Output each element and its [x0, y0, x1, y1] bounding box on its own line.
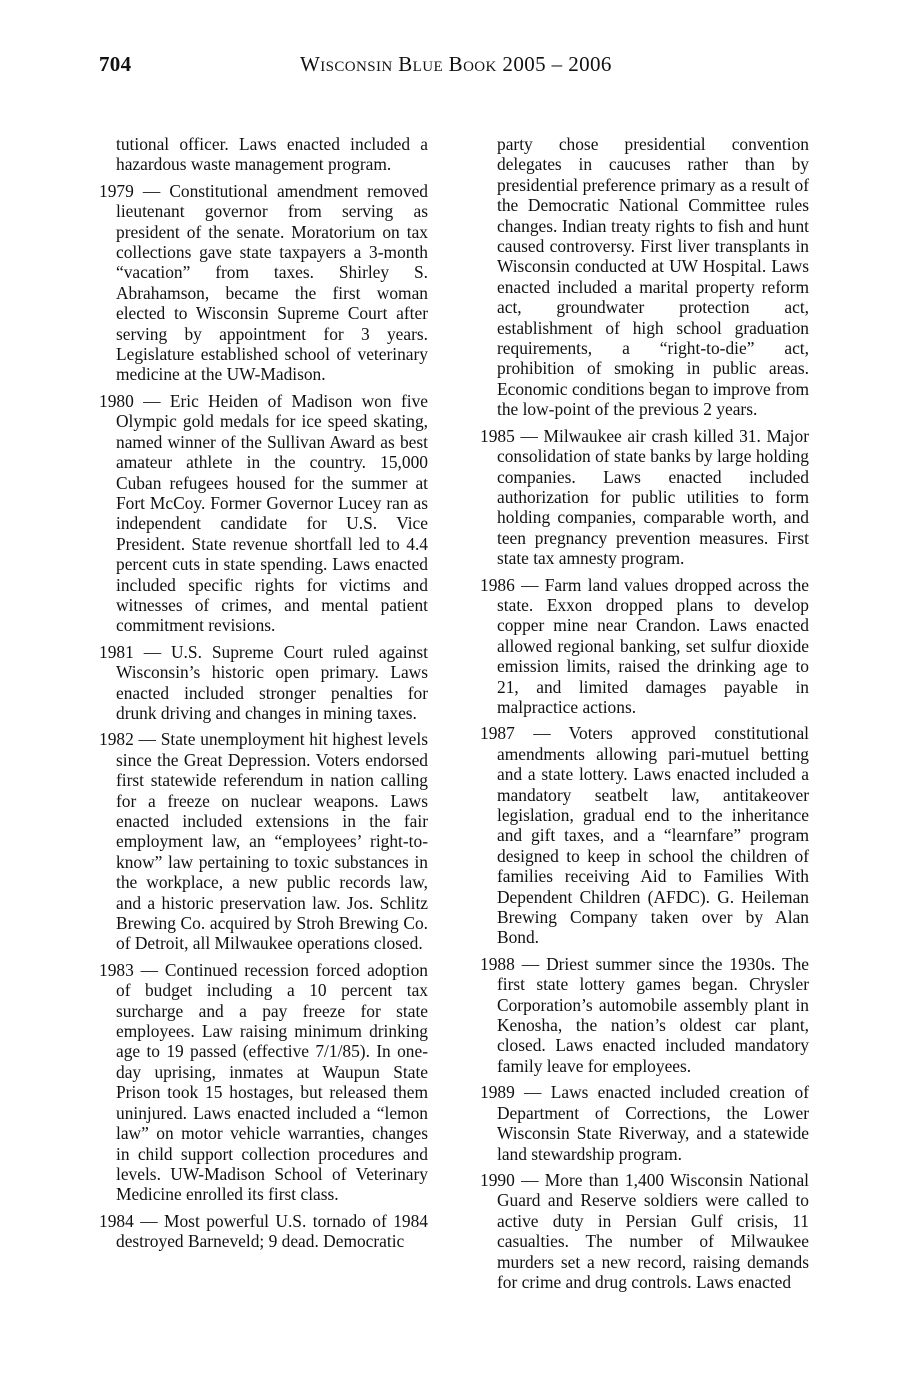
entry-1984: 1984 — Most powerful U.S. tornado of 1984 destroyed Barneveld; 9 dead. Democratic — [99, 1210, 428, 1252]
entry-1990: 1990 — More than 1,400 Wisconsin National Guard and Reserve soldiers were called to active duty in Persian Gulf crisis, 11 casualties. The number of Milwaukee murders set a new record, raising demands for crime and drug controls. Laws enacted — [480, 1169, 809, 1292]
entry-1986: 1986 — Farm land values dropped across the state. Exxon dropped plans to develop copper mine near Crandon. Laws enacted allowed regional banking, set sulfur dioxide emission limits, raised the drinking age to 21, and limited damages payable in malpractice actions. — [480, 574, 809, 717]
entry-1978-continued: tutional officer. Laws enacted included a hazardous waste management program. — [116, 134, 428, 175]
entry-1989: 1989 — Laws enacted included creation of Department of Corrections, the Lower Wisconsin State Riverway, and a statewide land stewardship program. — [480, 1082, 809, 1164]
entry-1984-continued: party chose presidential convention delegates in caucuses rather than by presidential preference primary as a result of the Democratic National Committee rules changes. Indian treaty rights to fish and hunt caused controversy. First liver transplants in Wisconsin conducted at UW Hospital. Laws enacted included a marital property reform act, groundwater protection act, establishment of high school graduation requirements, a “right-to-die” act, prohibition of smoking in public areas. Economic conditions began to improve from the low-point of the previous 2 years. — [497, 134, 809, 420]
running-title: Wisconsin Blue Book 2005 – 2006 — [300, 52, 612, 76]
right-column — [480, 134, 809, 1298]
entry-1979: 1979 — Constitutional amendment removed lieutenant governor from serving as president of the senate. Moratorium on tax collections gave state taxpayers a 3-month “vacation” from taxes. Shirley S. Abrahamson, became the first woman elected to Wisconsin Supreme Court after serving by appointment for 3 years. Legislature established school of veterinary medicine at the UW-Madison. — [99, 180, 428, 385]
entry-1988: 1988 — Driest summer since the 1930s. The first state lottery games began. Chrysler Corporation’s automobile assembly plant in Kenosha, the nation’s oldest car plant, closed. Laws enacted included mandatory family leave for employees. — [480, 953, 809, 1076]
entry-1981: 1981 — U.S. Supreme Court ruled against Wisconsin’s historic open primary. Laws enacted included stronger penalties for drunk driving and changes in mining taxes. — [99, 641, 428, 723]
entry-1987: 1987 — Voters approved constitutional amendments allowing pari-mutuel betting and a state lottery. Laws enacted included a mandatory seatbelt law, antitakeover legislation, gradual end to the inheritance and gift taxes, and a “learnfare” program designed to keep in school the children of families receiving Aid to Families With Dependent Children (AFDC). G. Heileman Brewing Company taken over by Alan Bond. — [480, 723, 809, 948]
entry-1985: 1985 — Milwaukee air crash killed 31. Major consolidation of state banks by large holding companies. Laws enacted included authorization for public utilities to form holding companies, comparable worth, and teen pregnancy prevention measures. First state tax amnesty program. — [480, 425, 809, 569]
entry-1980: 1980 — Eric Heiden of Madison won five Olympic gold medals for ice speed skating, named winner of the Sullivan Award as best amateur athlete in the country. 15,000 Cuban refugees housed for the summer at Fort McCoy. Former Governor Lucey ran as independent candidate for U.S. Vice President. State revenue shortfall led to 4.4 percent cuts in state spending. Laws enacted included specific rights for victims and witnesses of crimes, and mental patient commitment revisions. — [99, 390, 428, 636]
left-column — [99, 134, 428, 1258]
entry-1983: 1983 — Continued recession forced adoption of budget including a 10 percent tax surcharge and a pay freeze for state employees. Law raising minimum drinking age to 19 passed (effective 7/1/85). In one-day uprising, inmates at Waupun State Prison took 15 hostages, but released them uninjured. Laws enacted included a “lemon law” on motor vehicle warranties, changes in child support collection procedures and levels. UW-Madison School of Veterinary Medicine enrolled its first class. — [99, 959, 428, 1205]
entry-1982: 1982 — State unemployment hit highest levels since the Great Depression. Voters endorsed first statewide referendum in nation calling for a freeze on nuclear weapons. Laws enacted included extensions in the fair employment law, an “employees’ right-to-know” law pertaining to toxic substances in the workplace, a new public records law, and a historic preservation law. Jos. Schlitz Brewing Co. acquired by Stroh Brewing Co. of Detroit, all Milwaukee operations closed. — [99, 729, 428, 954]
page-header — [0, 52, 907, 82]
page-number: 704 — [99, 52, 132, 76]
